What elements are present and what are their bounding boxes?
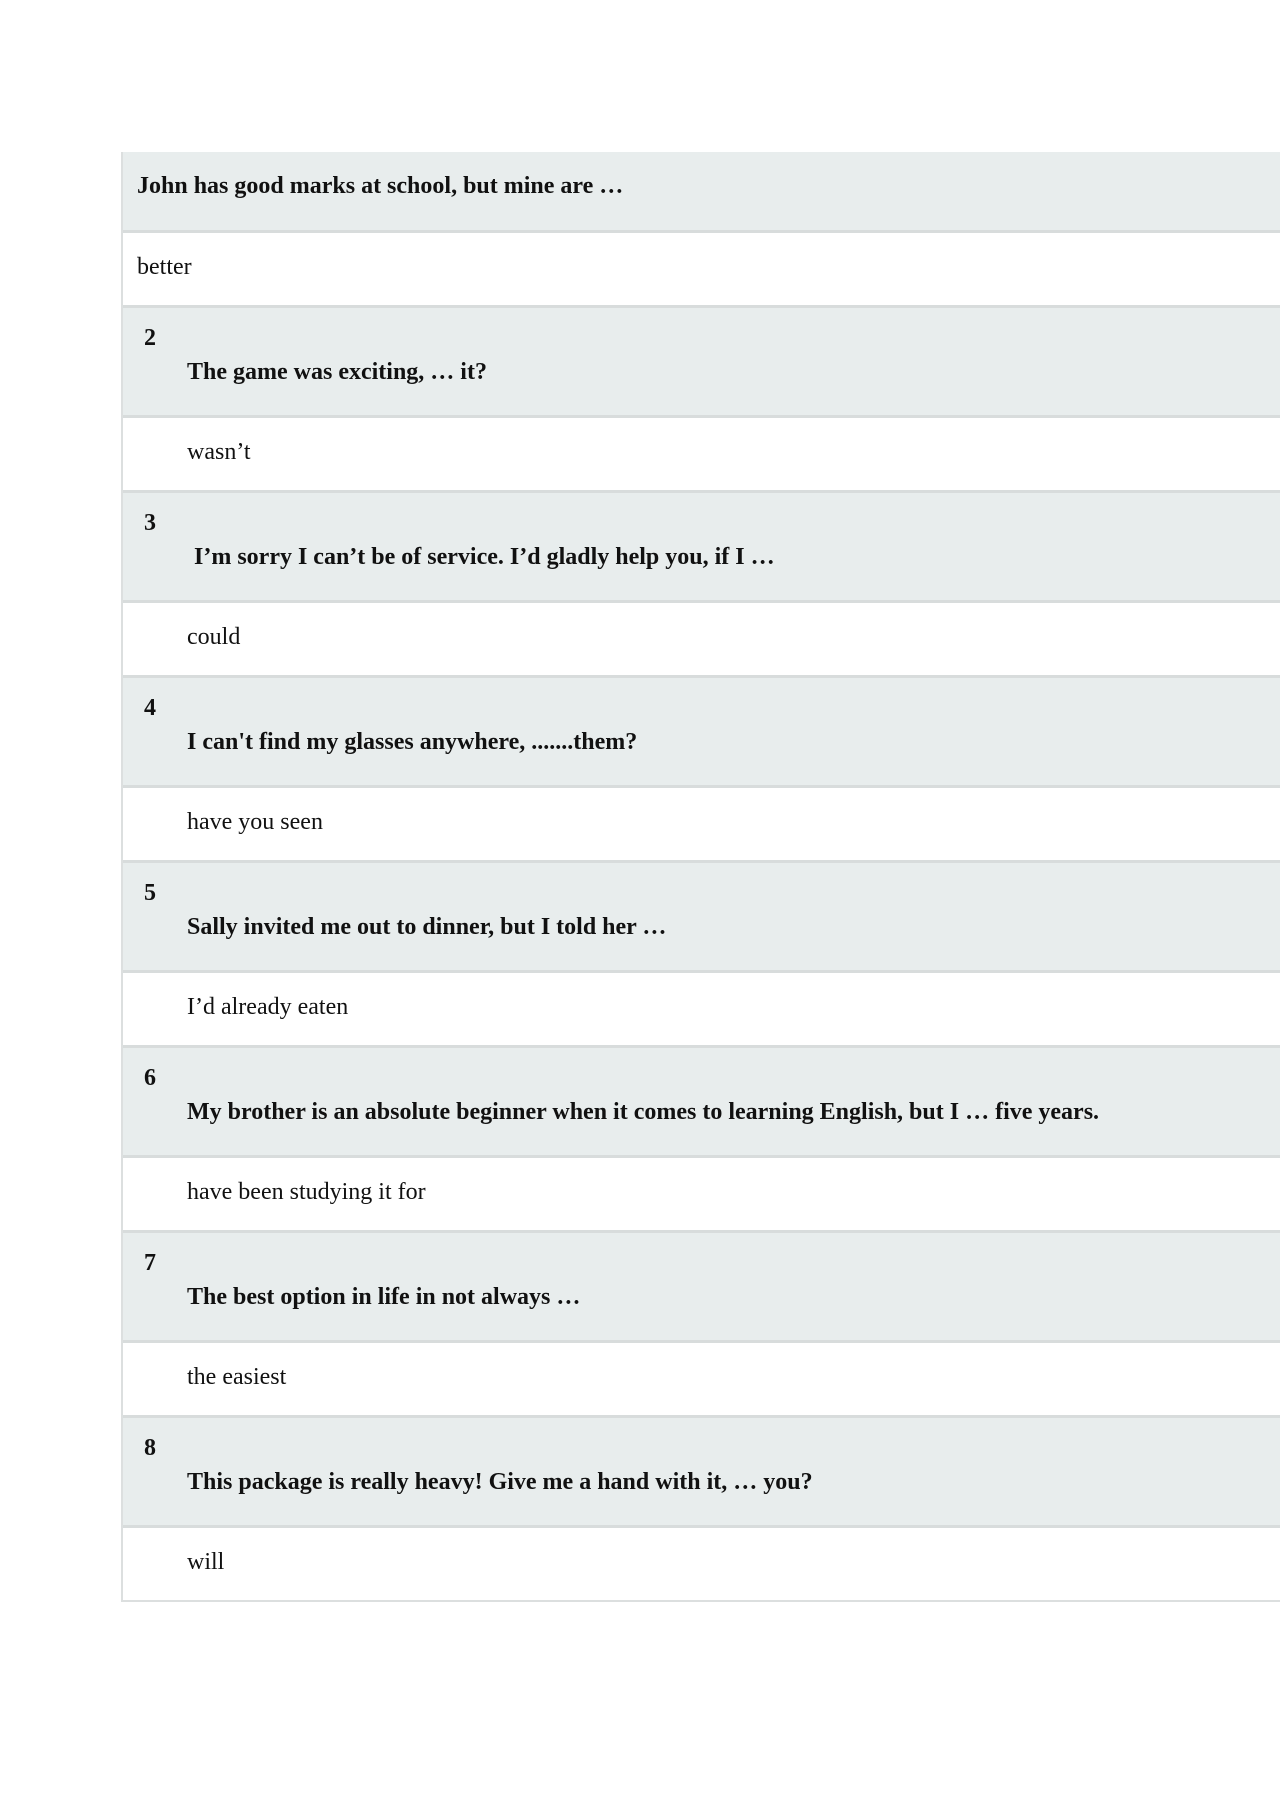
- question-text-4: I can't find my glasses anywhere, .......them?: [187, 729, 638, 755]
- question-number-4: 4: [144, 695, 156, 721]
- answer-row-4: [123, 785, 1280, 860]
- question-number-7: 7: [144, 1250, 156, 1276]
- answer-row-3: [123, 600, 1280, 675]
- question-number-5: 5: [144, 880, 156, 906]
- question-text-6: My brother is an absolute beginner when it comes to learning English, but I … five years.: [187, 1099, 1100, 1125]
- answer-text-7: the easiest: [187, 1364, 287, 1390]
- answer-text-2: wasn’t: [187, 439, 251, 465]
- question-text-7: The best option in life in not always …: [187, 1284, 581, 1310]
- answer-text-8: will: [187, 1549, 225, 1575]
- question-text-2: The game was exciting, … it?: [187, 359, 487, 385]
- question-row-6: [123, 1045, 1280, 1155]
- question-row-7: [123, 1230, 1280, 1340]
- answer-row-6: [123, 1155, 1280, 1230]
- answer-row-5: [123, 970, 1280, 1045]
- answer-row-2: [123, 415, 1280, 490]
- question-row-5: [123, 860, 1280, 970]
- question-row-8: [123, 1415, 1280, 1525]
- answer-row-1: [123, 230, 1280, 305]
- question-number-3: 3: [144, 510, 156, 536]
- answer-text-3: could: [187, 624, 241, 650]
- question-row-4: [123, 675, 1280, 785]
- question-text-8: This package is really heavy! Give me a hand with it, … you?: [187, 1469, 813, 1495]
- question-row-1: [123, 152, 1280, 230]
- question-number-8: 8: [144, 1435, 156, 1461]
- quiz-table: [121, 152, 1280, 1602]
- answer-row-7: [123, 1340, 1280, 1415]
- question-number-6: 6: [144, 1065, 156, 1091]
- question-row-3: [123, 490, 1280, 600]
- answer-row-8: [123, 1525, 1280, 1600]
- question-text-1: John has good marks at school, but mine are …: [137, 173, 624, 199]
- question-row-2: [123, 305, 1280, 415]
- answer-text-1: better: [137, 254, 192, 280]
- answer-text-4: have you seen: [187, 809, 323, 835]
- question-text-3: I’m sorry I can’t be of service. I’d gladly help you, if I …: [194, 544, 775, 570]
- question-number-2: 2: [144, 325, 156, 351]
- answer-text-6: have been studying it for: [187, 1179, 426, 1205]
- question-text-5: Sally invited me out to dinner, but I told her …: [187, 914, 667, 940]
- answer-text-5: I’d already eaten: [187, 994, 349, 1020]
